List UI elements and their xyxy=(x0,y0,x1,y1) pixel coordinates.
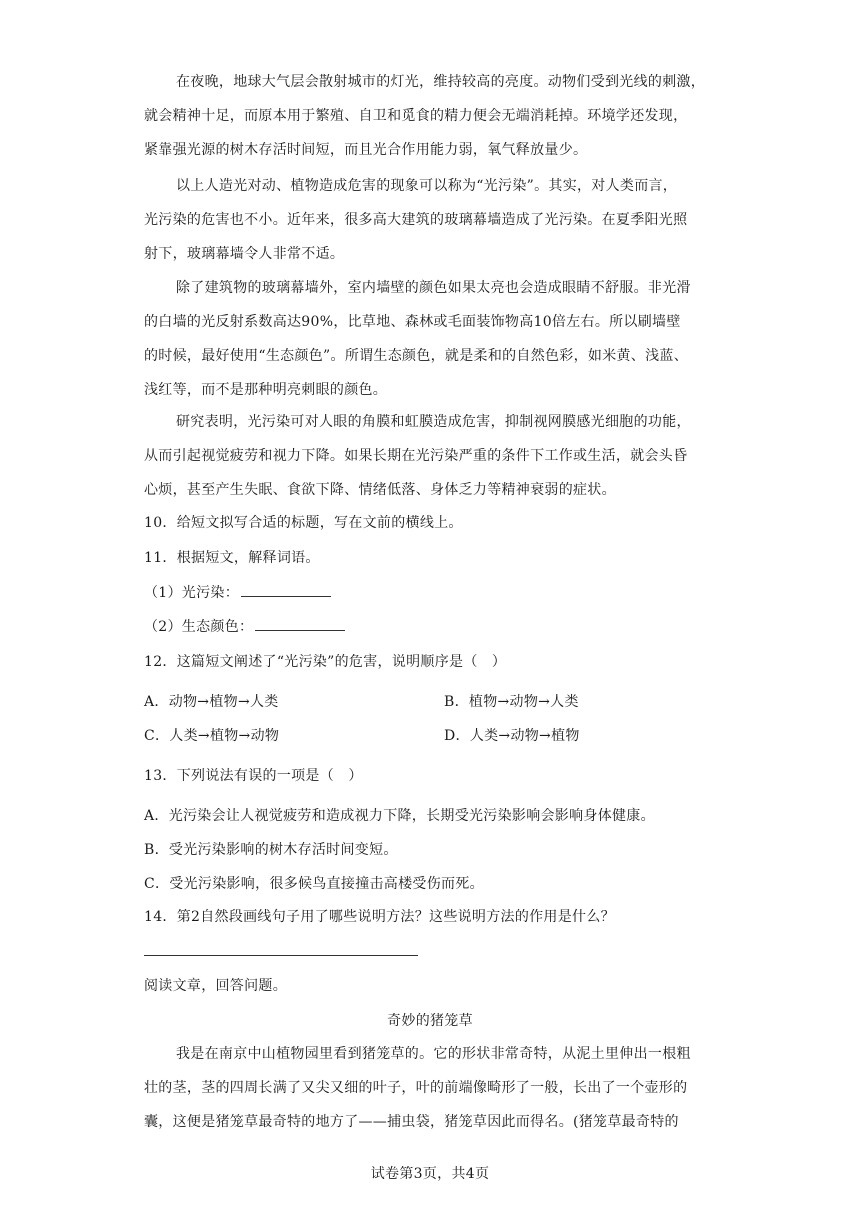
question-13-option-a[interactable]: A．光污染会让人视觉疲劳和造成视力下降，长期受光污染影响会影响身体健康。 xyxy=(144,808,655,824)
question-11-item-1-label: （1）光污染： xyxy=(144,585,240,601)
question-10: 10．给短文拟写合适的标题，写在文前的横线上。 xyxy=(144,515,463,531)
question-13-option-b[interactable]: B．受光污染影响的树木存活时间变短。 xyxy=(144,842,398,858)
question-12-option-c[interactable]: C．人类→植物→动物 xyxy=(144,728,280,744)
question-12-stem: 12．这篇短文阐述了“光污染”的危害，说明顺序是（ ） xyxy=(144,654,507,670)
question-12-option-a[interactable]: A．动物→植物→人类 xyxy=(144,694,279,710)
passage-line: 除了建筑物的玻璃幕墙外，室内墙壁的颜色如果太亮也会造成眼睛不舒服。非光滑 xyxy=(176,280,691,296)
question-12-option-b[interactable]: B．植物→动物→人类 xyxy=(444,694,579,710)
passage-line: 浅红等，而不是那种明亮刺眼的颜色。 xyxy=(144,382,388,398)
page-footer: 试卷第3页，共4页 xyxy=(370,1166,490,1182)
passage-line: 光污染的危害也不小。近年来，很多高大建筑的玻璃幕墙造成了光污染。在夏季阳光照 xyxy=(144,212,688,228)
article-line: 囊，这便是猪笼草最奇特的地方了——捕虫袋，猪笼草因此而得名。(猪笼草最奇特的 xyxy=(144,1114,679,1130)
question-11-item-2-label: （2）生态颜色： xyxy=(144,619,254,635)
answer-blank[interactable] xyxy=(255,616,345,631)
answer-line[interactable] xyxy=(144,955,418,956)
question-12-option-d[interactable]: D．人类→动物→植物 xyxy=(444,728,580,744)
article-line: 我是在南京中山植物园里看到猪笼草的。它的形状非常奇特，从泥土里伸出一根粗 xyxy=(176,1046,691,1062)
passage-line: 心烦，甚至产生失眠、食欲下降、情绪低落、身体乏力等精神衰弱的症状。 xyxy=(144,482,616,498)
answer-blank[interactable] xyxy=(241,582,331,597)
section-instruction: 阅读文章，回答问题。 xyxy=(144,978,287,994)
question-13-option-c[interactable]: C．受光污染影响，很多候鸟直接撞击高楼受伤而死。 xyxy=(144,876,484,892)
question-14: 14．第2自然段画线句子用了哪些说明方法？这些说明方法的作用是什么？ xyxy=(144,909,615,925)
passage-line: 的时候，最好使用“生态颜色”。所谓生态颜色，就是柔和的自然色彩，如米黄、浅蓝、 xyxy=(144,348,689,364)
question-13-stem: 13．下列说法有误的一项是（ ） xyxy=(144,768,363,784)
question-11-item-1 xyxy=(144,582,716,603)
passage-line: 以上人造光对动、植物造成危害的现象可以称为“光污染”。其实，对人类而言， xyxy=(176,178,678,194)
question-11-item-2 xyxy=(144,616,716,637)
passage-line: 研究表明，光污染可对人眼的角膜和虹膜造成危害，抑制视网膜感光细胞的功能， xyxy=(176,414,691,430)
passage-line: 就会精神十足，而原本用于繁殖、自卫和觅食的精力便会无端消耗掉。环境学还发现， xyxy=(144,108,688,124)
article-line: 壮的茎，茎的四周长满了又尖又细的叶子，叶的前端像畸形了一般，长出了一个壶形的 xyxy=(144,1080,688,1096)
question-11-stem: 11．根据短文，解释词语。 xyxy=(144,550,320,566)
passage-line: 在夜晚，地球大气层会散射城市的灯光，维持较高的亮度。动物们受到光线的刺激， xyxy=(176,74,706,90)
article-title: 奇妙的猪笼草 xyxy=(387,1013,473,1029)
passage-line: 紧靠强光源的树木存活时间短，而且光合作用能力弱，氧气释放量少。 xyxy=(144,142,588,158)
passage-line: 射下，玻璃幕墙令人非常不适。 xyxy=(144,246,345,262)
passage-line: 从而引起视觉疲劳和视力下降。如果长期在光污染严重的条件下工作或生活，就会头昏 xyxy=(144,448,688,464)
passage-line: 的白墙的光反射系数高达90%，比草地、森林或毛面装饰物高10倍左右。所以刷墙壁 xyxy=(144,314,681,330)
